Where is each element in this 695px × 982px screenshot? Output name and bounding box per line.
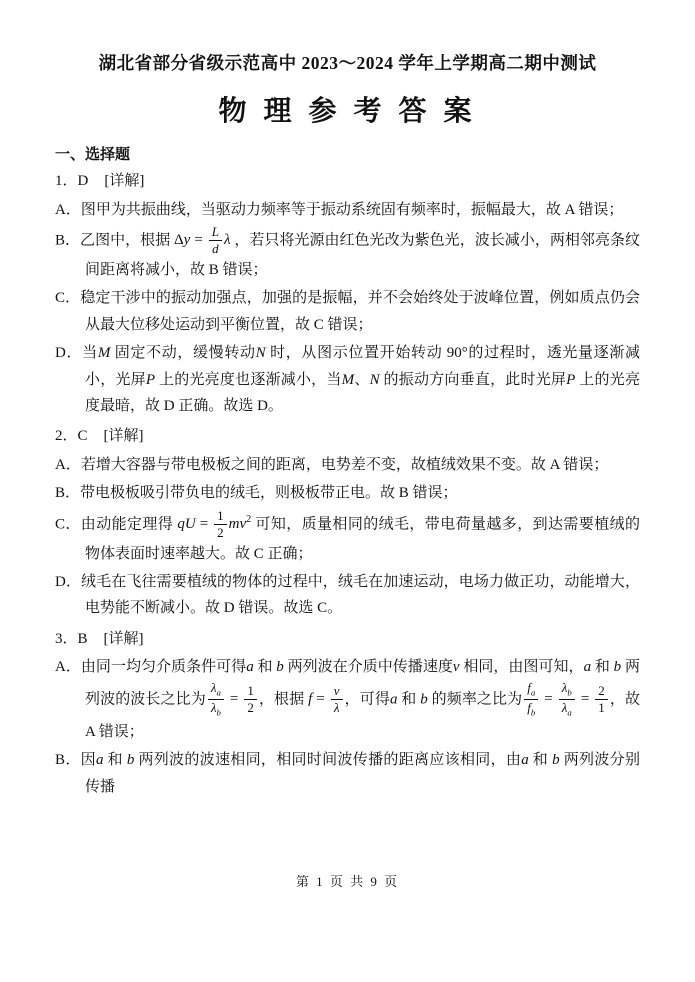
var-a: a xyxy=(95,752,104,769)
q3-answer: 3．B xyxy=(55,630,88,647)
var-M: M xyxy=(341,371,355,388)
q3-answer-line xyxy=(55,627,640,653)
q2-option-d: D．绒毛在飞往需要植绒的物体的过程中，绒毛在加速运动，电场力做正功，动能增大，电势能不断减小。故 D 错误。故选 C。 xyxy=(55,574,640,617)
q2-answer: 2．C xyxy=(55,428,88,445)
fraction-one-half xyxy=(214,509,227,541)
frac-numerator xyxy=(208,681,224,700)
section-heading: 一、选择题 xyxy=(55,147,131,163)
sub-a: a xyxy=(216,687,221,698)
sub-a: a xyxy=(530,687,536,698)
var-P: P xyxy=(566,371,576,388)
var-b: b xyxy=(126,752,135,769)
page-title: 物 理 参 考 答 案 xyxy=(218,96,477,127)
q3-a-text-9: 和 xyxy=(401,691,417,708)
var-mv: mv xyxy=(228,516,247,533)
frac-den-text: d xyxy=(212,241,219,257)
q1-option-d xyxy=(55,340,640,419)
q3-b-text-1: B．因 xyxy=(55,752,96,769)
q2-answer-line xyxy=(55,424,640,450)
page-footer: 第 1 页 共 9 页 xyxy=(295,874,400,889)
var-b: b xyxy=(420,691,428,708)
frac-denominator xyxy=(209,241,222,257)
var-b: b xyxy=(552,752,560,769)
lambda-symbol: λ xyxy=(224,232,231,249)
frequency-ratio-formula xyxy=(522,679,610,718)
var-a: a xyxy=(246,659,254,676)
lambda-base: λ xyxy=(561,679,568,695)
sub-b: b xyxy=(567,687,572,698)
q3-b-text-2: 和 xyxy=(107,752,123,769)
delta-symbol: Δ xyxy=(174,232,184,249)
q1-b-text-2: ，若只将光源由红色光改为紫色光，波长减小，两相邻亮条纹间距离将减小，故 B 错误； xyxy=(85,232,640,278)
q1-d-text-3: 时，从图示位置开始转动 90°的过程时，透光量逐渐减小，光屏 xyxy=(85,345,641,388)
equals-sign: = xyxy=(194,232,203,249)
equals-sign: = xyxy=(199,516,209,533)
exponent-2: 2 xyxy=(246,514,252,526)
q2-detail-label: [详解] xyxy=(103,428,144,445)
q3-a-text-2: 和 xyxy=(257,659,273,676)
q3-detail-label: [详解] xyxy=(103,630,144,647)
lambda-base: λ xyxy=(561,700,568,716)
q3-a-text-10: 的频率之比为 xyxy=(431,691,523,708)
frac-denominator xyxy=(331,700,343,716)
q1-detail-label: [详解] xyxy=(104,173,145,189)
frequency-formula xyxy=(308,682,344,716)
equals-sign: = xyxy=(316,691,325,708)
exam-subtitle: 湖北省部分省级示范高中 2023～2024 学年上学期高二期中测试 xyxy=(98,53,597,73)
q2-option-a: A．若增大容器与带电极板之间的距离，电势差不变，故植绒效果不变。故 A 错误； xyxy=(55,456,609,473)
q2-option-b: B．带电极板吸引带负电的绒毛，则极板带正电。故 B 错误； xyxy=(55,485,458,502)
var-f: f xyxy=(308,691,313,708)
frac-numerator: 1 xyxy=(244,684,257,701)
sub-b: b xyxy=(216,707,221,718)
q1-d-text-6: 的振动方向垂直，此时光屏 xyxy=(383,371,567,388)
f-base: f xyxy=(527,679,531,695)
fraction-two-over-one xyxy=(595,684,608,716)
frac-denominator: 1 xyxy=(598,700,605,716)
q1-d-text-7: 上的光亮度最暗，故 D 正确。故选 D。 xyxy=(85,371,640,414)
sub-b: b xyxy=(530,707,536,718)
fraction-one-half xyxy=(244,684,257,716)
lambda-base: λ xyxy=(210,679,217,695)
fraction-f-a-over-f-b xyxy=(524,681,538,719)
fraction-lambda-a-over-lambda-b xyxy=(208,681,224,719)
fraction-L-over-d xyxy=(209,225,222,257)
q1-option-a: A．图甲为共振曲线，当驱动力频率等于振动系统固有频率时，振幅最大，故 A 错误； xyxy=(55,201,624,218)
var-b: b xyxy=(276,659,284,676)
var-P: P xyxy=(145,371,156,388)
q3-a-text-11: ，故 A 错误； xyxy=(85,691,640,740)
fraction-v-over-lambda xyxy=(331,684,343,716)
equals-sign: = xyxy=(229,691,239,708)
q3-a-text-7: ，根据 xyxy=(258,691,305,708)
var-b: b xyxy=(613,659,622,676)
var-v: v xyxy=(452,659,460,676)
wavelength-ratio-formula xyxy=(206,679,259,718)
q3-b-text-3: 两列波的波速相同，相同时间波传播的距离应该相同，由 xyxy=(138,752,522,769)
frac-denominator xyxy=(524,700,538,718)
q3-a-text-8: ，可得 xyxy=(344,691,390,708)
q1-answer: 1．D xyxy=(55,173,89,189)
q1-d-text-5: 、 xyxy=(354,371,370,388)
q1-option-c: C．稳定干涉中的振动加强点，加强的是振幅，并不会始终处于波峰位置，例如质点仍会从最大位移处运动到平衡位置，故 C 错误； xyxy=(55,290,640,333)
var-M: M xyxy=(97,345,111,362)
frac-numerator xyxy=(209,225,222,242)
frac-numerator: 2 xyxy=(595,684,608,701)
q3-a-text-1: A．由同一均匀介质条件可得 xyxy=(55,659,247,676)
frac-denominator: 2 xyxy=(217,525,224,541)
q3-a-text-3: 两列波在介质中传播速度 xyxy=(287,659,453,676)
var-v: v xyxy=(333,682,340,698)
frac-denominator: 2 xyxy=(247,700,254,716)
f-base: f xyxy=(527,700,531,716)
q3-a-text-5: 和 xyxy=(594,659,610,676)
var-a: a xyxy=(389,691,398,708)
q2-option-c xyxy=(55,509,640,567)
q1-option-b xyxy=(55,225,640,283)
q3-b-text-5: 两列波分别传播 xyxy=(85,752,640,795)
formula-var-y: y xyxy=(183,232,191,249)
q1-d-text-4: 上的光亮度也逐渐减小，当 xyxy=(159,371,342,388)
fringe-spacing-formula xyxy=(174,223,231,257)
q2-c-text-2: 可知，质量相同的绒毛，带电荷量越多，到达需要植绒的物体表面时速率越大。故 C 正确； xyxy=(85,516,640,562)
frac-denominator xyxy=(208,700,224,718)
frac-numerator: 1 xyxy=(214,509,227,526)
var-N: N xyxy=(369,371,380,388)
var-a: a xyxy=(521,752,529,769)
q1-b-text-1: B．乙图中，根据 xyxy=(55,232,171,249)
frac-numerator xyxy=(331,684,343,701)
sub-a: a xyxy=(567,707,572,718)
lambda-base: λ xyxy=(210,700,217,716)
q2-c-text-1: C．由动能定理得 xyxy=(55,516,174,533)
var-qU: qU xyxy=(177,516,196,533)
q3-b-text-4: 和 xyxy=(532,752,549,769)
q1-d-text-2: 固定不动，缓慢转动 xyxy=(114,345,256,362)
work-energy-formula xyxy=(177,507,252,541)
lambda-symbol: λ xyxy=(333,700,340,716)
q3-a-text-6: 两列波的波长之比为 xyxy=(85,659,640,708)
var-a: a xyxy=(583,659,592,676)
fraction-lambda-b-over-lambda-a xyxy=(559,681,575,719)
q1-d-text-1: D．当 xyxy=(55,345,98,362)
var-N: N xyxy=(255,345,266,362)
frac-numerator xyxy=(559,681,575,700)
frac-num-text: L xyxy=(211,223,220,239)
q3-option-a xyxy=(55,654,640,745)
frac-numerator xyxy=(524,681,538,700)
equals-sign: = xyxy=(580,691,590,708)
equals-sign: = xyxy=(544,691,553,708)
frac-denominator xyxy=(559,700,575,718)
q3-a-text-4: 相同，由图可知， xyxy=(463,659,584,676)
q1-answer-line xyxy=(55,169,640,195)
q3-option-b xyxy=(55,747,640,800)
